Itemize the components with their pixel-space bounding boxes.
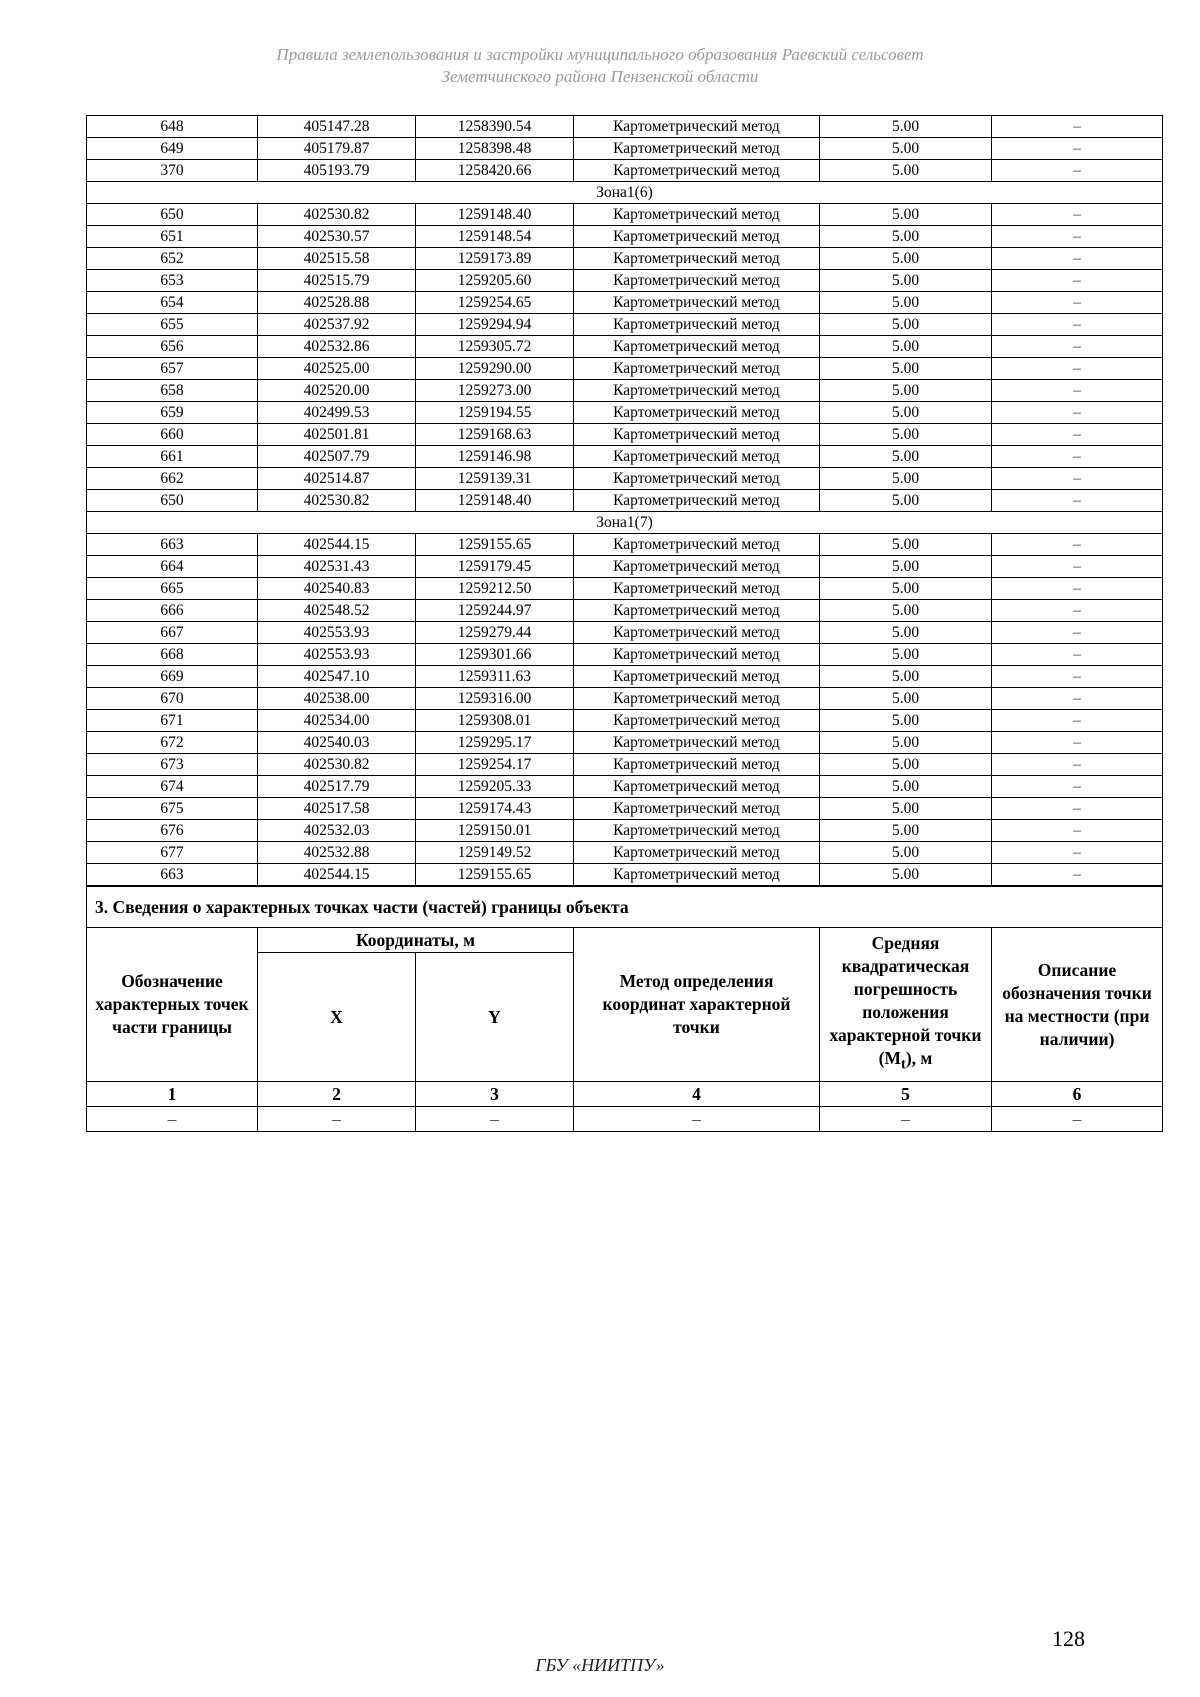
description-cell: – <box>992 754 1163 776</box>
empty-cell: – <box>258 1107 416 1132</box>
y-coordinate-cell: 1259279.44 <box>416 622 574 644</box>
point-number-cell: 677 <box>87 842 258 864</box>
description-cell: – <box>992 622 1163 644</box>
y-coordinate-cell: 1259148.54 <box>416 226 574 248</box>
method-cell: Картометрический метод <box>574 446 820 468</box>
x-coordinate-cell: 402553.93 <box>258 622 416 644</box>
x-coordinate-cell: 402537.92 <box>258 314 416 336</box>
method-cell: Картометрический метод <box>574 358 820 380</box>
zone-label: Зона1(6) <box>87 182 1163 204</box>
error-cell: 5.00 <box>820 578 992 600</box>
y-coordinate-cell: 1259290.00 <box>416 358 574 380</box>
point-number-cell: 650 <box>87 204 258 226</box>
table-row <box>87 666 1163 688</box>
empty-cell: – <box>87 1107 258 1132</box>
column-number: 1 <box>87 1082 258 1107</box>
error-cell: 5.00 <box>820 358 992 380</box>
description-cell: – <box>992 358 1163 380</box>
point-number-cell: 654 <box>87 292 258 314</box>
y-coordinate-cell: 1259295.17 <box>416 732 574 754</box>
y-coordinate-cell: 1258398.48 <box>416 138 574 160</box>
y-coordinate-cell: 1259168.63 <box>416 424 574 446</box>
description-cell: – <box>992 666 1163 688</box>
table-row <box>87 204 1163 226</box>
x-coordinate-cell: 402538.00 <box>258 688 416 710</box>
document-header <box>0 44 1200 88</box>
point-number-cell: 674 <box>87 776 258 798</box>
description-cell: – <box>992 842 1163 864</box>
y-coordinate-cell: 1259244.97 <box>416 600 574 622</box>
coordinates-table-body <box>87 116 1163 886</box>
description-cell: – <box>992 710 1163 732</box>
x-coordinate-cell: 402530.82 <box>258 490 416 512</box>
error-cell: 5.00 <box>820 248 992 270</box>
table-row <box>87 864 1163 886</box>
error-cell: 5.00 <box>820 204 992 226</box>
method-cell: Картометрический метод <box>574 424 820 446</box>
point-number-cell: 672 <box>87 732 258 754</box>
table-row <box>87 116 1163 138</box>
method-cell: Картометрический метод <box>574 336 820 358</box>
point-number-cell: 668 <box>87 644 258 666</box>
point-number-cell: 650 <box>87 490 258 512</box>
error-cell: 5.00 <box>820 644 992 666</box>
table-row <box>87 292 1163 314</box>
error-cell: 5.00 <box>820 556 992 578</box>
x-coordinate-cell: 402499.53 <box>258 402 416 424</box>
method-cell: Картометрический метод <box>574 732 820 754</box>
error-cell: 5.00 <box>820 754 992 776</box>
description-cell: – <box>992 798 1163 820</box>
y-coordinate-cell: 1259150.01 <box>416 820 574 842</box>
point-number-cell: 676 <box>87 820 258 842</box>
zone-label: Зона1(7) <box>87 512 1163 534</box>
point-number-cell: 652 <box>87 248 258 270</box>
table-row <box>87 270 1163 292</box>
method-cell: Картометрический метод <box>574 160 820 182</box>
method-cell: Картометрический метод <box>574 490 820 512</box>
error-cell: 5.00 <box>820 138 992 160</box>
method-cell: Картометрический метод <box>574 600 820 622</box>
description-cell: – <box>992 270 1163 292</box>
error-cell: 5.00 <box>820 600 992 622</box>
header-coordinates: Координаты, м <box>258 928 574 953</box>
error-cell: 5.00 <box>820 380 992 402</box>
method-cell: Картометрический метод <box>574 864 820 886</box>
method-cell: Картометрический метод <box>574 292 820 314</box>
y-coordinate-cell: 1259301.66 <box>416 644 574 666</box>
description-cell: – <box>992 160 1163 182</box>
table-row <box>87 622 1163 644</box>
point-number-cell: 666 <box>87 600 258 622</box>
point-number-cell: 656 <box>87 336 258 358</box>
description-cell: – <box>992 380 1163 402</box>
x-coordinate-cell: 405193.79 <box>258 160 416 182</box>
method-cell: Картометрический метод <box>574 578 820 600</box>
x-coordinate-cell: 402520.00 <box>258 380 416 402</box>
error-cell: 5.00 <box>820 490 992 512</box>
y-coordinate-cell: 1259205.33 <box>416 776 574 798</box>
error-cell: 5.00 <box>820 732 992 754</box>
point-number-cell: 370 <box>87 160 258 182</box>
description-cell: – <box>992 424 1163 446</box>
point-number-cell: 653 <box>87 270 258 292</box>
y-coordinate-cell: 1259149.52 <box>416 842 574 864</box>
x-coordinate-cell: 405179.87 <box>258 138 416 160</box>
header-mean-error <box>820 928 992 1082</box>
table-row <box>87 380 1163 402</box>
description-cell: – <box>992 336 1163 358</box>
error-cell: 5.00 <box>820 688 992 710</box>
description-cell: – <box>992 490 1163 512</box>
point-number-cell: 651 <box>87 226 258 248</box>
point-number-cell: 660 <box>87 424 258 446</box>
error-cell: 5.00 <box>820 446 992 468</box>
error-cell: 5.00 <box>820 314 992 336</box>
point-number-cell: 664 <box>87 556 258 578</box>
method-cell: Картометрический метод <box>574 688 820 710</box>
x-coordinate-cell: 402540.83 <box>258 578 416 600</box>
table-row <box>87 842 1163 864</box>
point-number-cell: 662 <box>87 468 258 490</box>
description-cell: – <box>992 776 1163 798</box>
point-number-cell: 659 <box>87 402 258 424</box>
x-coordinate-cell: 402532.03 <box>258 820 416 842</box>
point-number-cell: 667 <box>87 622 258 644</box>
x-coordinate-cell: 402514.87 <box>258 468 416 490</box>
point-number-cell: 655 <box>87 314 258 336</box>
table-row <box>87 160 1163 182</box>
table-row <box>87 226 1163 248</box>
x-coordinate-cell: 402528.88 <box>258 292 416 314</box>
description-cell: – <box>992 292 1163 314</box>
y-coordinate-cell: 1259179.45 <box>416 556 574 578</box>
method-cell: Картометрический метод <box>574 138 820 160</box>
point-number-cell: 675 <box>87 798 258 820</box>
y-coordinate-cell: 1259146.98 <box>416 446 574 468</box>
description-cell: – <box>992 226 1163 248</box>
description-cell: – <box>992 644 1163 666</box>
table-row <box>87 138 1163 160</box>
point-number-cell: 657 <box>87 358 258 380</box>
header-x: X <box>258 953 416 1082</box>
error-cell: 5.00 <box>820 270 992 292</box>
x-coordinate-cell: 402501.81 <box>258 424 416 446</box>
table-row <box>87 688 1163 710</box>
x-coordinate-cell: 402548.52 <box>258 600 416 622</box>
point-number-cell: 673 <box>87 754 258 776</box>
table-row <box>87 754 1163 776</box>
y-coordinate-cell: 1259273.00 <box>416 380 574 402</box>
description-cell: – <box>992 402 1163 424</box>
table-row <box>87 424 1163 446</box>
error-cell: 5.00 <box>820 864 992 886</box>
error-cell: 5.00 <box>820 424 992 446</box>
x-coordinate-cell: 402517.79 <box>258 776 416 798</box>
method-cell: Картометрический метод <box>574 644 820 666</box>
description-cell: – <box>992 820 1163 842</box>
description-cell: – <box>992 864 1163 886</box>
y-coordinate-cell: 1259194.55 <box>416 402 574 424</box>
x-coordinate-cell: 402517.58 <box>258 798 416 820</box>
header-mean-error-tail: ), м <box>905 1048 933 1069</box>
method-cell: Картометрический метод <box>574 622 820 644</box>
table-row <box>87 314 1163 336</box>
point-number-cell: 661 <box>87 446 258 468</box>
description-cell: – <box>992 116 1163 138</box>
table-row <box>87 556 1163 578</box>
x-coordinate-cell: 402532.88 <box>258 842 416 864</box>
y-coordinate-cell: 1259174.43 <box>416 798 574 820</box>
y-coordinate-cell: 1259254.17 <box>416 754 574 776</box>
method-cell: Картометрический метод <box>574 204 820 226</box>
description-cell: – <box>992 314 1163 336</box>
error-cell: 5.00 <box>820 226 992 248</box>
x-coordinate-cell: 405147.28 <box>258 116 416 138</box>
table-row <box>87 600 1163 622</box>
header-point-designation: Обозначение характерных точек части границы <box>87 928 258 1082</box>
error-cell: 5.00 <box>820 798 992 820</box>
description-cell: – <box>992 204 1163 226</box>
x-coordinate-cell: 402530.82 <box>258 204 416 226</box>
table-row <box>87 446 1163 468</box>
y-coordinate-cell: 1258420.66 <box>416 160 574 182</box>
method-cell: Картометрический метод <box>574 556 820 578</box>
column-number: 3 <box>416 1082 574 1107</box>
header-mean-error-text: Средняя квадратическая погрешность положения характерной точки (M <box>829 933 982 1069</box>
x-coordinate-cell: 402553.93 <box>258 644 416 666</box>
table-row <box>87 402 1163 424</box>
y-coordinate-cell: 1259205.60 <box>416 270 574 292</box>
method-cell: Картометрический метод <box>574 798 820 820</box>
error-cell: 5.00 <box>820 116 992 138</box>
point-number-cell: 671 <box>87 710 258 732</box>
empty-cell: – <box>574 1107 820 1132</box>
error-cell: 5.00 <box>820 336 992 358</box>
y-coordinate-cell: 1259155.65 <box>416 864 574 886</box>
method-cell: Картометрический метод <box>574 534 820 556</box>
method-cell: Картометрический метод <box>574 402 820 424</box>
coordinates-table <box>86 115 1163 886</box>
error-cell: 5.00 <box>820 160 992 182</box>
table-row <box>87 776 1163 798</box>
table-row <box>87 336 1163 358</box>
error-cell: 5.00 <box>820 622 992 644</box>
point-number-cell: 658 <box>87 380 258 402</box>
description-cell: – <box>992 138 1163 160</box>
y-coordinate-cell: 1259316.00 <box>416 688 574 710</box>
method-cell: Картометрический метод <box>574 468 820 490</box>
y-coordinate-cell: 1259173.89 <box>416 248 574 270</box>
error-cell: 5.00 <box>820 534 992 556</box>
table-row <box>87 644 1163 666</box>
x-coordinate-cell: 402534.00 <box>258 710 416 732</box>
page-number: 128 <box>1052 1626 1085 1651</box>
header-method: Метод определения координат характерной точки <box>574 928 820 1082</box>
x-coordinate-cell: 402531.43 <box>258 556 416 578</box>
description-cell: – <box>992 732 1163 754</box>
point-number-cell: 669 <box>87 666 258 688</box>
y-coordinate-cell: 1259139.31 <box>416 468 574 490</box>
method-cell: Картометрический метод <box>574 314 820 336</box>
method-cell: Картометрический метод <box>574 754 820 776</box>
document-footer: ГБУ «НИИТПУ» <box>535 1655 665 1675</box>
description-cell: – <box>992 248 1163 270</box>
section-3-title: 3. Сведения о характерных точках части (частей) границы объекта <box>87 887 1163 928</box>
empty-cell: – <box>416 1107 574 1132</box>
x-coordinate-cell: 402515.58 <box>258 248 416 270</box>
error-cell: 5.00 <box>820 468 992 490</box>
description-cell: – <box>992 600 1163 622</box>
table-row <box>87 468 1163 490</box>
empty-cell: – <box>820 1107 992 1132</box>
error-cell: 5.00 <box>820 820 992 842</box>
point-number-cell: 670 <box>87 688 258 710</box>
column-number: 5 <box>820 1082 992 1107</box>
header-line-1: Правила землепользования и застройки муниципального образования Раевский сельсовет <box>276 45 924 64</box>
table-row <box>87 248 1163 270</box>
method-cell: Картометрический метод <box>574 820 820 842</box>
empty-cell: – <box>992 1107 1163 1132</box>
point-number-cell: 665 <box>87 578 258 600</box>
point-number-cell: 663 <box>87 864 258 886</box>
method-cell: Картометрический метод <box>574 116 820 138</box>
y-coordinate-cell: 1259311.63 <box>416 666 574 688</box>
column-number: 4 <box>574 1082 820 1107</box>
header-line-2: Земетчинского района Пензенской области <box>441 67 759 86</box>
y-coordinate-cell: 1259212.50 <box>416 578 574 600</box>
description-cell: – <box>992 534 1163 556</box>
table-row <box>87 358 1163 380</box>
x-coordinate-cell: 402530.57 <box>258 226 416 248</box>
zone-row <box>87 182 1163 204</box>
method-cell: Картометрический метод <box>574 710 820 732</box>
table-row <box>87 710 1163 732</box>
x-coordinate-cell: 402507.79 <box>258 446 416 468</box>
column-number: 6 <box>992 1082 1163 1107</box>
table-row <box>87 534 1163 556</box>
y-coordinate-cell: 1259254.65 <box>416 292 574 314</box>
x-coordinate-cell: 402515.79 <box>258 270 416 292</box>
y-coordinate-cell: 1259305.72 <box>416 336 574 358</box>
point-number-cell: 649 <box>87 138 258 160</box>
column-number: 2 <box>258 1082 416 1107</box>
error-cell: 5.00 <box>820 292 992 314</box>
x-coordinate-cell: 402544.15 <box>258 534 416 556</box>
y-coordinate-cell: 1259308.01 <box>416 710 574 732</box>
error-cell: 5.00 <box>820 710 992 732</box>
y-coordinate-cell: 1259148.40 <box>416 204 574 226</box>
description-cell: – <box>992 556 1163 578</box>
description-cell: – <box>992 578 1163 600</box>
y-coordinate-cell: 1258390.54 <box>416 116 574 138</box>
table-row <box>87 490 1163 512</box>
error-cell: 5.00 <box>820 402 992 424</box>
table-row <box>87 820 1163 842</box>
x-coordinate-cell: 402532.86 <box>258 336 416 358</box>
method-cell: Картометрический метод <box>574 226 820 248</box>
description-cell: – <box>992 688 1163 710</box>
x-coordinate-cell: 402540.03 <box>258 732 416 754</box>
zone-row <box>87 512 1163 534</box>
y-coordinate-cell: 1259155.65 <box>416 534 574 556</box>
description-cell: – <box>992 468 1163 490</box>
method-cell: Картометрический метод <box>574 248 820 270</box>
section-3-table <box>86 886 1163 1132</box>
x-coordinate-cell: 402530.82 <box>258 754 416 776</box>
method-cell: Картометрический метод <box>574 270 820 292</box>
header-y: Y <box>416 953 574 1082</box>
header-description: Описание обозначения точки на местности (при наличии) <box>992 928 1163 1082</box>
table-row <box>87 578 1163 600</box>
method-cell: Картометрический метод <box>574 380 820 402</box>
error-cell: 5.00 <box>820 666 992 688</box>
y-coordinate-cell: 1259294.94 <box>416 314 574 336</box>
method-cell: Картометрический метод <box>574 666 820 688</box>
x-coordinate-cell: 402525.00 <box>258 358 416 380</box>
x-coordinate-cell: 402544.15 <box>258 864 416 886</box>
point-number-cell: 648 <box>87 116 258 138</box>
y-coordinate-cell: 1259148.40 <box>416 490 574 512</box>
error-cell: 5.00 <box>820 842 992 864</box>
header-mean-error-sub: t <box>901 1056 906 1073</box>
method-cell: Картометрический метод <box>574 842 820 864</box>
error-cell: 5.00 <box>820 776 992 798</box>
x-coordinate-cell: 402547.10 <box>258 666 416 688</box>
point-number-cell: 663 <box>87 534 258 556</box>
description-cell: – <box>992 446 1163 468</box>
method-cell: Картометрический метод <box>574 776 820 798</box>
table-row <box>87 798 1163 820</box>
table-row <box>87 732 1163 754</box>
